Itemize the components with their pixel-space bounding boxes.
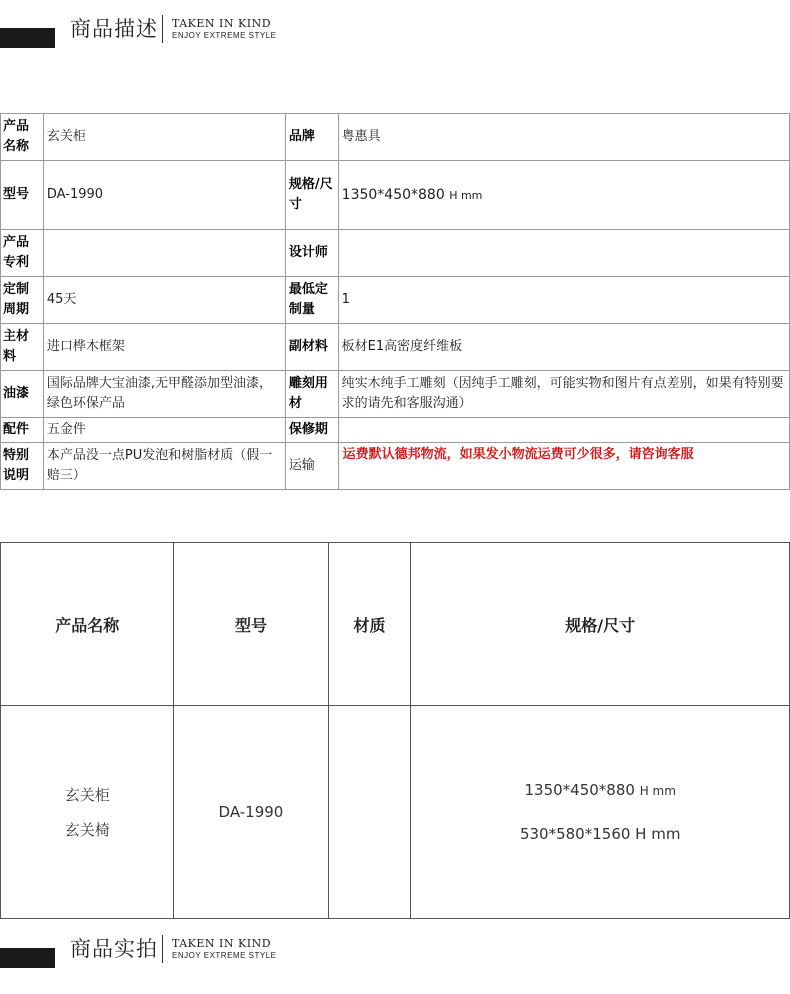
spec-label: 型号	[1, 161, 44, 230]
banner-title: 商品描述	[70, 17, 158, 41]
banner-english-line1: TAKEN IN KIND	[172, 17, 272, 30]
product-table-header: 规格/尺寸	[411, 543, 790, 706]
size-unit: H mm	[449, 188, 483, 202]
spec-label: 定制周期	[1, 277, 44, 324]
product-size	[412, 781, 788, 799]
spec-value: 45天	[43, 277, 285, 324]
spec-label: 保修期	[285, 418, 338, 443]
spec-value: 纯实木纯手工雕刻（因纯手工雕刻，可能实物和图片有点差别，如果有特别要求的请先和客服沟通）	[338, 371, 789, 418]
spec-value	[338, 418, 789, 443]
spec-label: 品牌	[285, 114, 338, 161]
spec-label: 特别说明	[1, 443, 44, 490]
spec-label: 最低定制量	[285, 277, 338, 324]
section-banner-photos	[0, 920, 790, 970]
spec-value: DA-1990	[43, 161, 285, 230]
spec-label: 设计师	[285, 230, 338, 277]
banner-english-line2: ENJOY EXTREME STYLE	[172, 31, 277, 40]
product-name: 玄关椅	[64, 821, 110, 839]
size-unit: H mm	[639, 784, 676, 798]
product-table-header: 产品名称	[1, 543, 174, 706]
spec-value: 1	[338, 277, 789, 324]
product-name: 玄关柜	[64, 786, 110, 804]
size-dims: 530*580*1560 H mm	[519, 825, 681, 843]
size-dims: 1350*450*880	[524, 781, 635, 799]
product-table-header: 型号	[174, 543, 328, 706]
spec-value: 进口桦木框架	[43, 324, 285, 371]
section-banner-description	[0, 0, 790, 50]
shipping-note: 运费默认德邦物流，如果发小物流运费可少很多，请咨询客服	[338, 443, 789, 490]
spec-value: 本产品没一点PU发泡和树脂材质（假一赔三）	[43, 443, 285, 490]
spec-value: 五金件	[43, 418, 285, 443]
product-size	[412, 825, 788, 843]
spec-label: 雕刻用材	[285, 371, 338, 418]
spec-value: 国际品牌大宝油漆,无甲醛添加型油漆，绿色环保产品	[43, 371, 285, 418]
spec-value: 板材E1高密度纤维板	[338, 324, 789, 371]
spec-value-size	[338, 161, 789, 230]
banner-wedge	[38, 948, 55, 968]
spec-label: 油漆	[1, 371, 44, 418]
spec-label: 配件	[1, 418, 44, 443]
spec-label: 规格/尺寸	[285, 161, 338, 230]
spec-label: 产品名称	[1, 114, 44, 161]
product-material	[328, 706, 411, 919]
spec-label: 副材料	[285, 324, 338, 371]
size-dims: 1350*450*880	[341, 186, 445, 203]
banner-separator	[162, 935, 163, 963]
product-names-cell	[1, 706, 174, 919]
banner-english-line1: TAKEN IN KIND	[172, 937, 272, 950]
spec-value	[43, 230, 285, 277]
banner-title: 商品实拍	[70, 937, 158, 961]
product-table-header: 材质	[328, 543, 411, 706]
banner-separator	[162, 15, 163, 43]
spec-table	[0, 113, 790, 490]
banner-wedge	[38, 28, 55, 48]
spec-value: 玄关柜	[43, 114, 285, 161]
product-model: DA-1990	[174, 706, 328, 919]
spec-label: 主材料	[1, 324, 44, 371]
spec-value	[338, 230, 789, 277]
banner-english-line2: ENJOY EXTREME STYLE	[172, 951, 277, 960]
product-table	[0, 542, 790, 919]
spec-value: 粤惠具	[338, 114, 789, 161]
product-sizes-cell	[411, 706, 790, 919]
spec-label: 产品专利	[1, 230, 44, 277]
spec-label: 运输	[285, 443, 338, 490]
